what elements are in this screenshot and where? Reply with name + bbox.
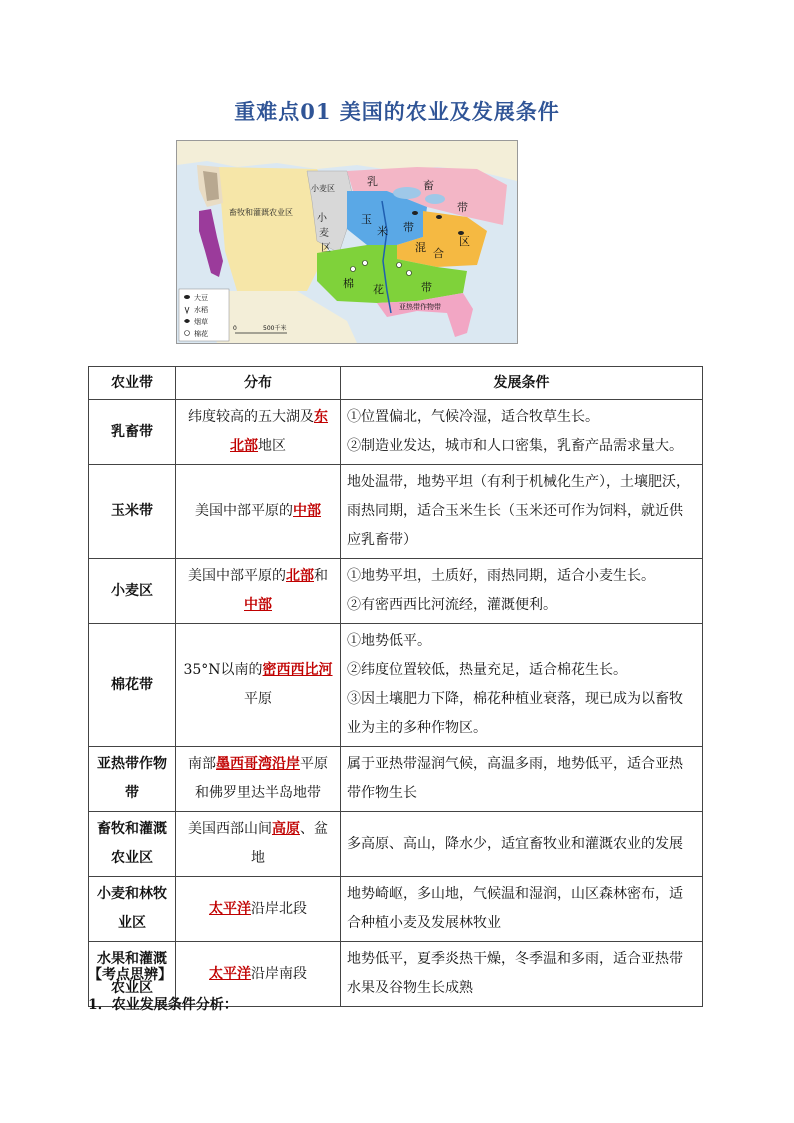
table-row (89, 747, 703, 812)
text-segment: 南部 (188, 756, 216, 772)
condition-line: ①地势平坦，土质好，雨热同期，适合小麦生长。 (347, 568, 655, 584)
keyword: 北部 (286, 568, 314, 584)
condition-line: ③因土壤肥力下降，棉花种植业衰落，现已成为以畜牧业为主的多种作物区。 (347, 691, 683, 736)
table-row (89, 465, 703, 559)
table-row (89, 559, 703, 624)
condition-line: ②纬度位置较低，热量充足，适合棉花生长。 (347, 662, 627, 678)
keyword: 中部 (293, 503, 321, 519)
map-label-mixed-2: 合 (433, 247, 444, 260)
cell-conditions (341, 400, 703, 465)
header-belt: 农业带 (89, 367, 176, 400)
condition-line: 属于亚热带湿润气候，高温多雨，地势低平，适合亚热带作物生长 (347, 756, 683, 801)
cell-distribution (176, 747, 341, 812)
map-label-dairy-1: 乳 (367, 175, 378, 188)
legend-label-cotton: 棉花 (194, 330, 208, 338)
text-segment: 和 (314, 568, 328, 584)
cell-distribution (176, 877, 341, 942)
list-item-1: 1．农业发展条件分析： (88, 997, 238, 1013)
text-segment: 沿岸北段 (251, 900, 307, 917)
text-segment: 35°N以南的 (183, 662, 263, 678)
agriculture-table (88, 366, 703, 1007)
condition-line: ①位置偏北，气候冷湿，适合牧草生长。 (347, 409, 599, 425)
cell-conditions (341, 812, 703, 877)
map-label-cotton-3: 带 (421, 281, 432, 294)
cell-belt: 亚热带作物带 (89, 747, 176, 812)
keyword: 高原 (272, 821, 300, 837)
cell-conditions (341, 942, 703, 1007)
legend-label-tobacco: 烟草 (194, 318, 208, 326)
section-heading: 【考点思辨】 (88, 967, 172, 983)
header-conditions: 发展条件 (341, 367, 703, 400)
map-label-mixed-1: 混 (415, 241, 426, 254)
map-label-dairy-2: 畜 (423, 179, 434, 192)
cell-conditions (341, 559, 703, 624)
page-title: 重难点01 美国的农业及发展条件 (234, 99, 560, 124)
cell-distribution (176, 812, 341, 877)
cell-distribution (176, 465, 341, 559)
condition-line: 地势崎岖，多山地，气候温和湿润，山区森林密布，适合种植小麦及发展林牧业 (347, 886, 683, 931)
cell-belt: 小麦区 (89, 559, 176, 624)
map-label-wheat-3: 区 (321, 243, 331, 254)
cotton-icon (185, 331, 190, 336)
text-segment: 平原 (244, 691, 272, 707)
text-segment: 美国西部山间 (188, 821, 272, 837)
text-segment: 美国中部平原的 (195, 503, 293, 519)
cell-belt: 乳畜带 (89, 400, 176, 465)
map-label-cotton-2: 花 (373, 283, 384, 296)
cell-belt: 水果和灌溉农业区 (89, 942, 176, 1007)
table-row (89, 624, 703, 747)
table-header-row (89, 367, 703, 400)
cell-distribution (176, 559, 341, 624)
agriculture-map (176, 140, 518, 344)
text-segment: 、盆地 (251, 821, 328, 866)
condition-line: 地处温带，地势平坦（有利于机械化生产），土壤肥沃，雨热同期，适合玉米生长（玉米还可作为饲料，就近供应乳畜带） (347, 474, 690, 548)
cell-distribution (176, 624, 341, 747)
condition-line: ①地势低平。 (347, 633, 431, 649)
keyword: 墨西哥湾沿岸 (216, 756, 300, 772)
cell-conditions (341, 747, 703, 812)
map-label-cotton-1: 棉 (343, 277, 354, 290)
map-label-mixed-3: 区 (459, 235, 470, 248)
condition-line: ②有密西西比河流经，灌溉便利。 (347, 597, 557, 613)
table-row (89, 400, 703, 465)
map-label-corn-1: 玉 (361, 213, 372, 226)
cell-belt: 棉花带 (89, 624, 176, 747)
keyword: 东北部 (230, 409, 328, 454)
map-label-wheat-north: 小麦区 (311, 184, 335, 193)
map-label-corn-2: 米 (377, 225, 388, 238)
cell-conditions (341, 465, 703, 559)
legend-label-soybean: 大豆 (194, 294, 208, 302)
map-label-dairy-3: 带 (457, 201, 468, 214)
keyword: 中部 (244, 597, 272, 613)
cell-conditions (341, 624, 703, 747)
map-label-corn-3: 带 (403, 221, 414, 234)
text-segment: 沿岸南段 (251, 965, 307, 982)
keyword: 密西西比河 (262, 662, 333, 678)
condition-line: 多高原、高山，降水少，适宜畜牧业和灌溉农业的发展 (347, 835, 683, 852)
scale-zero: 0 (233, 325, 237, 332)
text-segment: 平原和佛罗里达半岛地带 (195, 756, 328, 801)
keyword: 太平洋 (209, 900, 251, 917)
text-segment: 纬度较高的五大湖及 (188, 409, 314, 425)
map-label-subtropical: 亚热带作物带 (399, 303, 441, 311)
condition-line: ②制造业发达，城市和人口密集，乳畜产品需求量大。 (347, 438, 683, 454)
cell-belt: 畜牧和灌溉农业区 (89, 812, 176, 877)
condition-line: 地势低平，夏季炎热干燥，冬季温和多雨，适合亚热带水果及谷物生长成熟 (347, 951, 683, 996)
map-label-pasture: 畜牧和灌溉农业区 (229, 208, 293, 217)
scale-label: 500千米 (263, 325, 287, 332)
text-segment: 地区 (258, 438, 286, 454)
table-row (89, 812, 703, 877)
map-label-wheat-2: 麦 (319, 228, 329, 239)
header-distribution: 分布 (176, 367, 341, 400)
text-segment: 美国中部平原的 (188, 568, 286, 584)
table-row (89, 877, 703, 942)
cell-belt: 玉米带 (89, 465, 176, 559)
keyword: 太平洋 (209, 965, 251, 982)
soybean-icon (184, 295, 190, 299)
cell-belt: 小麦和林牧业区 (89, 877, 176, 942)
cell-conditions (341, 877, 703, 942)
cell-distribution (176, 400, 341, 465)
legend-label-rice: 水稻 (194, 306, 208, 314)
map-label-wheat-1: 小 (317, 213, 327, 224)
